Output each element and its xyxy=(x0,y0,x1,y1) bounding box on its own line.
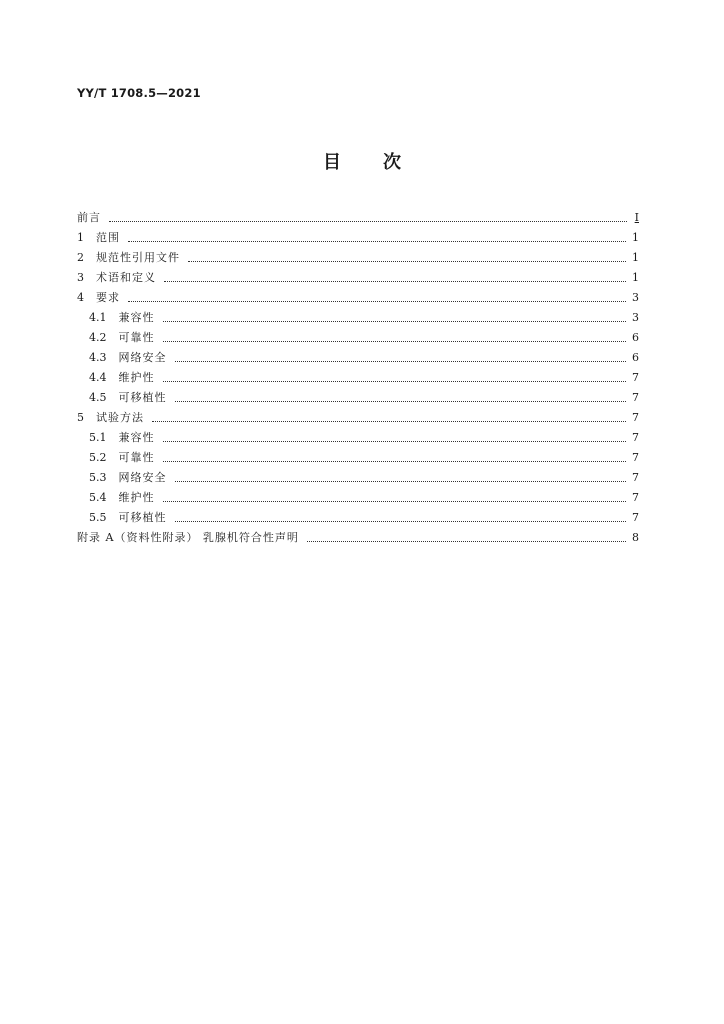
leader-dots xyxy=(152,420,626,422)
toc-entry-page: 7 xyxy=(632,451,639,464)
toc-entry[interactable] xyxy=(77,486,639,506)
toc-entry-label: 兼容性 xyxy=(118,311,155,324)
leader-dots xyxy=(175,480,627,482)
leader-dots xyxy=(175,520,627,522)
toc-entry-label: 术语和定义 xyxy=(96,271,156,284)
toc-entry[interactable] xyxy=(77,306,639,326)
toc-entry-page: 3 xyxy=(632,291,639,304)
toc-entry[interactable] xyxy=(77,266,639,286)
leader-dots xyxy=(128,240,626,242)
leader-dots xyxy=(175,360,627,362)
leader-dots xyxy=(163,440,627,442)
toc-heading-char-2: 次 xyxy=(383,152,401,173)
toc-entry-number: 4.4 xyxy=(89,371,107,384)
toc-entry-page: 1 xyxy=(632,271,639,284)
toc-entry[interactable] xyxy=(77,206,639,226)
leader-dots xyxy=(163,460,627,462)
toc-entry-page: 1 xyxy=(632,251,639,264)
toc-entry-page: 7 xyxy=(632,411,639,424)
toc-entry-page: 1 xyxy=(632,231,639,244)
toc-entry-number: 5.3 xyxy=(89,471,107,484)
toc-entry-label: 试验方法 xyxy=(96,411,144,424)
toc-entry-page: 6 xyxy=(632,351,639,364)
toc-entry-page: 7 xyxy=(632,491,639,504)
leader-dots xyxy=(188,260,626,262)
table-of-contents xyxy=(77,206,639,546)
toc-entry-number: 5.5 xyxy=(89,511,107,524)
toc-entry-number: 1 xyxy=(77,231,84,244)
toc-entry-number: 5 xyxy=(77,411,84,424)
toc-entry-page: 7 xyxy=(632,471,639,484)
toc-entry-page: 8 xyxy=(632,531,639,544)
toc-entry[interactable] xyxy=(77,446,639,466)
toc-entry-number: 4.2 xyxy=(89,331,107,344)
toc-entry[interactable] xyxy=(77,466,639,486)
toc-entry-page: 7 xyxy=(632,371,639,384)
toc-entry[interactable] xyxy=(77,406,639,426)
toc-entry[interactable] xyxy=(77,526,639,546)
toc-entry-number: 2 xyxy=(77,251,84,264)
toc-entry-label: 范围 xyxy=(96,231,120,244)
leader-dots xyxy=(163,380,627,382)
toc-entry-number: 4.5 xyxy=(89,391,107,404)
toc-entry-label: 网络安全 xyxy=(118,471,167,484)
leader-dots xyxy=(163,340,627,342)
leader-dots xyxy=(164,280,626,282)
toc-entry-number: 4 xyxy=(77,291,84,304)
toc-entry-page: 7 xyxy=(632,431,639,444)
toc-entry-label: 网络安全 xyxy=(118,351,167,364)
toc-entry[interactable] xyxy=(77,506,639,526)
leader-dots xyxy=(109,220,627,222)
leader-dots xyxy=(307,540,626,542)
toc-entry-label: 维护性 xyxy=(118,371,155,384)
toc-entry-label: 要求 xyxy=(96,291,120,304)
toc-entry[interactable] xyxy=(77,226,639,246)
toc-entry-label: 兼容性 xyxy=(118,431,155,444)
toc-entry[interactable] xyxy=(77,386,639,406)
toc-entry[interactable] xyxy=(77,426,639,446)
toc-entry-label: 规范性引用文件 xyxy=(96,251,180,264)
toc-entry-label: 维护性 xyxy=(118,491,155,504)
toc-entry-number: 5.2 xyxy=(89,451,107,464)
toc-entry-label: 前言 xyxy=(77,211,101,224)
toc-entry-page: 7 xyxy=(632,511,639,524)
toc-entry-label: 可移植性 xyxy=(118,391,167,404)
toc-heading xyxy=(0,148,724,174)
leader-dots xyxy=(175,400,627,402)
toc-entry[interactable] xyxy=(77,346,639,366)
toc-entry-page: 7 xyxy=(632,391,639,404)
toc-entry-label: 可靠性 xyxy=(118,331,155,344)
toc-entry-page: 6 xyxy=(632,331,639,344)
toc-entry-number: 5.4 xyxy=(89,491,107,504)
toc-entry[interactable] xyxy=(77,286,639,306)
standard-code: YY/T 1708.5—2021 xyxy=(77,86,201,100)
toc-entry[interactable] xyxy=(77,326,639,346)
toc-entry-label: 附录 A（资料性附录） 乳腺机符合性声明 xyxy=(77,531,299,544)
toc-entry-number: 3 xyxy=(77,271,84,284)
toc-entry-number: 4.1 xyxy=(89,311,107,324)
leader-dots xyxy=(128,300,626,302)
toc-entry[interactable] xyxy=(77,246,639,266)
toc-entry-page: 3 xyxy=(632,311,639,324)
toc-entry-number: 5.1 xyxy=(89,431,107,444)
toc-entry-number: 4.3 xyxy=(89,351,107,364)
toc-entry[interactable] xyxy=(77,366,639,386)
toc-entry-page: Ⅰ xyxy=(634,211,639,224)
toc-entry-label: 可靠性 xyxy=(118,451,155,464)
toc-heading-char-1: 目 xyxy=(323,152,341,173)
leader-dots xyxy=(163,320,627,322)
leader-dots xyxy=(163,500,627,502)
toc-entry-label: 可移植性 xyxy=(118,511,167,524)
